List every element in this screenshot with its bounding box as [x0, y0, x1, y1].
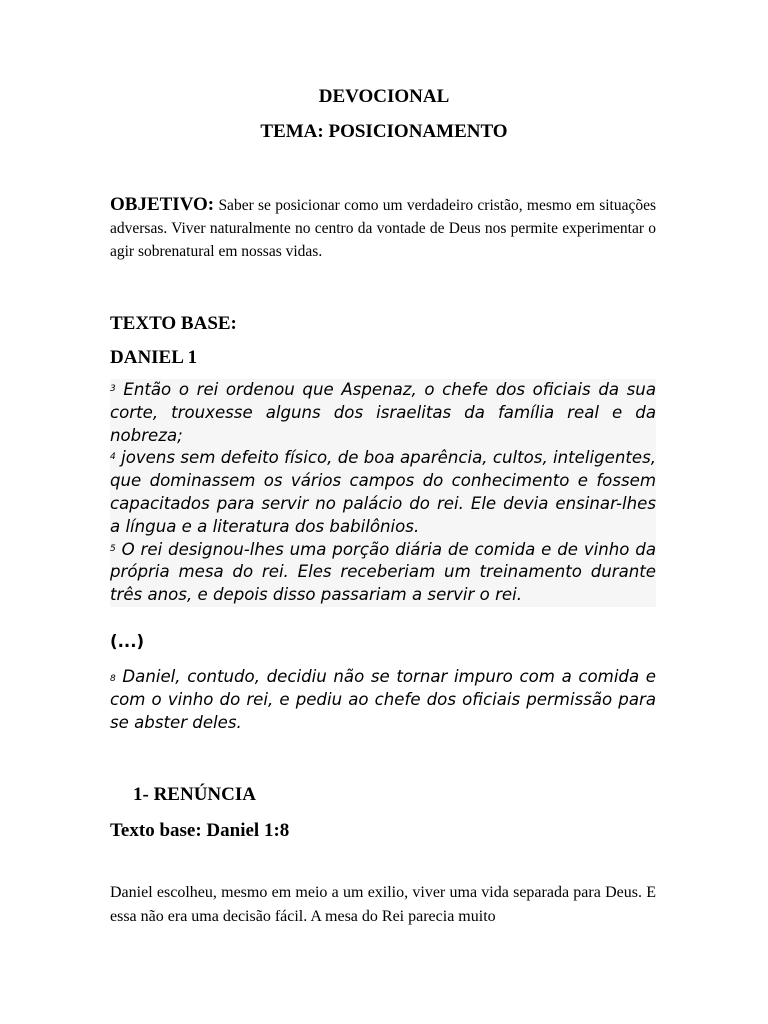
base-text-heading: TEXTO BASE:	[110, 313, 237, 334]
verse-text: Então o rei ordenou que Aspenaz, o chefe dos oficiais da sua corte, trouxesse alguns dos israelitas da família real e da nobreza;	[110, 380, 656, 445]
verse-number: 8	[110, 674, 116, 684]
verse-number: 5	[110, 543, 116, 554]
verse-block	[110, 379, 656, 607]
section-base-text: Texto base: Daniel 1:8	[110, 820, 290, 841]
verse-text: Daniel, contudo, decidiu não se tornar impuro com a comida e com o vinho do rei, e pediu ao chefe dos oficiais permissão para se abster deles.	[110, 667, 656, 732]
verse-3	[110, 379, 656, 447]
verse-number: 4	[110, 452, 116, 463]
verse-5	[110, 539, 656, 607]
document-title: DEVOCIONAL	[318, 86, 450, 107]
base-text-reference: DANIEL 1	[110, 347, 198, 368]
verse-text: O rei designou-lhes uma porção diária de comida e de vinho da própria mesa do rei. Eles receberiam um treinamento durante três anos, e depois disso passariam a servir o rei.	[110, 539, 657, 605]
verse-4	[110, 447, 656, 538]
verse-ellipsis: (...)	[110, 632, 145, 651]
objective-text: Saber se posicionar como um verdadeiro cristão, mesmo em situações adversas. Viver naturalmente no centro da vontade de Deus nos permite experimentar o agir sobrenatural em nossas vidas.	[110, 197, 657, 260]
verse-number: 3	[110, 384, 116, 394]
objective-paragraph	[110, 193, 656, 263]
section-heading: 1- RENÚNCIA	[133, 784, 256, 805]
objective-label: OBJETIVO:	[110, 194, 215, 215]
document-theme: TEMA: POSICIONAMENTO	[260, 121, 508, 142]
verse-8	[110, 666, 656, 734]
section-paragraph: Daniel escolheu, mesmo em meio a um exilio, viver uma vida separada para Deus. E essa não era uma decisão fácil. A mesa do Rei parecia muito	[110, 884, 656, 925]
verse-text: jovens sem defeito físico, de boa aparência, cultos, inteligentes, que dominassem os vários campos do conhecimento e fossem capacitados para servir no palácio do rei. Ele devia ensinar-lhes a língua e a literatura dos babilônios.	[110, 448, 657, 536]
